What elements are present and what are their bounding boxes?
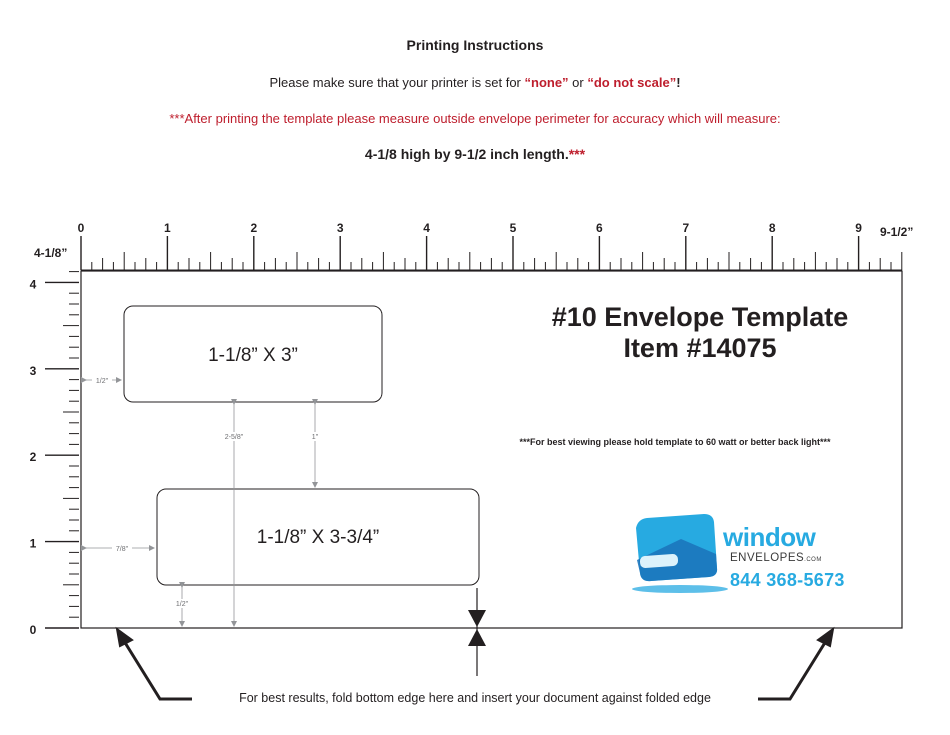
top-ruler-label: 7 bbox=[682, 221, 690, 235]
top-ruler-label: 4 bbox=[423, 221, 430, 235]
top-ruler-label: 9 bbox=[855, 221, 862, 235]
do-not-scale-setting: “do not scale” bbox=[587, 75, 677, 90]
left-ruler-label: 1 bbox=[29, 536, 37, 551]
instruction-prefix: Please make sure that your printer is set for bbox=[269, 75, 525, 90]
envelope-title-line1: #10 Envelope Template bbox=[551, 302, 849, 332]
instruction-exclaim: ! bbox=[676, 75, 681, 90]
top-ruler-label: 8 bbox=[768, 221, 776, 235]
fold-callout-left-arrow bbox=[117, 629, 192, 699]
envelope-item-number: Item #14075 bbox=[623, 333, 777, 363]
dimension-text: 4-1/8 high by 9-1/2 inch length. bbox=[364, 146, 569, 162]
top-ruler-label: 6 bbox=[596, 221, 603, 235]
logo-wordmark: window bbox=[723, 522, 816, 552]
none-setting: “none” bbox=[524, 75, 569, 90]
top-ruler bbox=[78, 221, 902, 270]
left-ruler-label: 3 bbox=[29, 363, 37, 378]
left-ruler-label: 0 bbox=[29, 623, 37, 637]
window-top-label: 1-1/8” X 3” bbox=[208, 345, 298, 366]
top-ruler-label: 2 bbox=[250, 221, 258, 235]
top-ruler-label: 0 bbox=[77, 221, 85, 235]
measure-vertical-long-label: 2-5/8" bbox=[224, 434, 244, 441]
top-ruler-end-label: 9-1/2” bbox=[880, 225, 914, 239]
instruction-or: or bbox=[568, 75, 588, 90]
left-ruler-label: 4 bbox=[29, 277, 37, 292]
logo-sub-text: ENVELOPES bbox=[730, 552, 805, 564]
left-ruler bbox=[30, 272, 79, 637]
measure-left-bottom-label: 7/8" bbox=[115, 546, 129, 553]
logo-phone: 844 368-5673 bbox=[730, 570, 845, 590]
logo-subtitle bbox=[730, 552, 822, 564]
measure-bottom-gap-label: 1/2" bbox=[175, 601, 189, 608]
measure-instruction: ***After printing the template please measure outside envelope perimeter for accuracy which will measure: bbox=[169, 111, 781, 126]
left-ruler-end-label: 4-1/8” bbox=[34, 246, 68, 260]
dimension-stars: *** bbox=[568, 146, 586, 162]
logo-com: .COM bbox=[804, 557, 822, 563]
top-ruler-label: 3 bbox=[336, 221, 344, 235]
top-ruler-label: 5 bbox=[509, 221, 517, 235]
instructions-title: Printing Instructions bbox=[406, 37, 544, 53]
fold-callout-right-arrow bbox=[758, 629, 833, 699]
measure-left-top-label: 1/2" bbox=[95, 378, 109, 385]
fold-instruction: For best results, fold bottom edge here and insert your document against folded edge bbox=[239, 691, 711, 705]
envelope-title bbox=[520, 302, 880, 364]
window-bottom-label: 1-1/8” X 3-3/4” bbox=[256, 527, 380, 548]
top-ruler-label: 1 bbox=[164, 221, 171, 235]
measure-vertical-gap-label: 1" bbox=[311, 434, 319, 441]
left-ruler-label: 2 bbox=[29, 450, 37, 465]
viewing-note: ***For best viewing please hold template to 60 watt or better back light*** bbox=[519, 437, 831, 447]
